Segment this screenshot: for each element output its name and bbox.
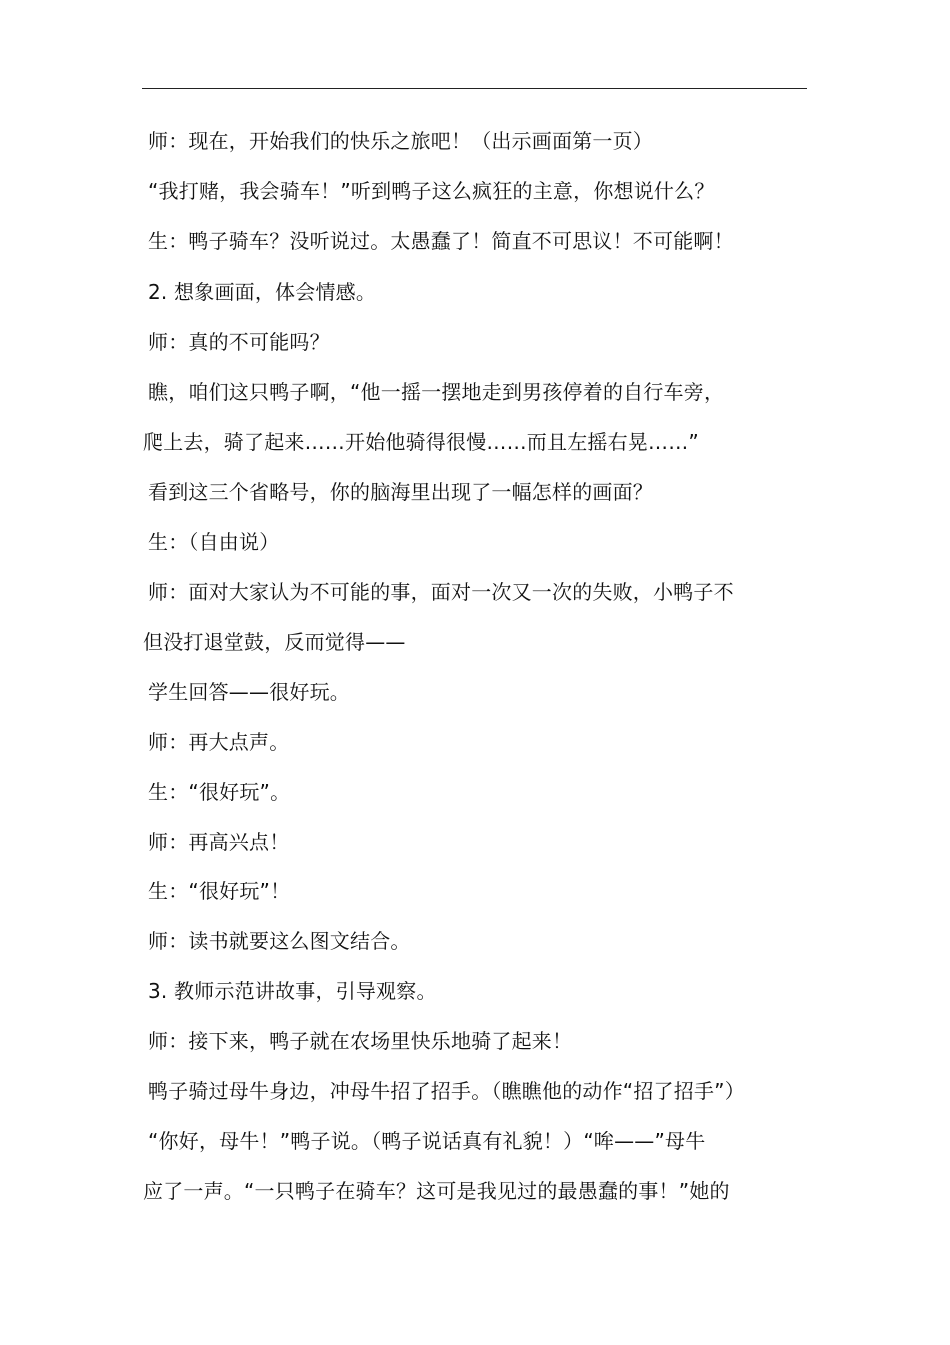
text-line: 瞧，咱们这只鸭子啊，“他一摇一摆地走到男孩停着的自行车旁， (148, 380, 725, 404)
text-line: 生：（自由说） (148, 530, 280, 554)
text-line: 师：现在，开始我们的快乐之旅吧！（出示画面第一页） (148, 129, 653, 153)
text-line: 应了一声。“一只鸭子在骑车？这可是我见过的最愚蠢的事！”她的 (143, 1179, 730, 1203)
text-line: 鸭子骑过母牛身边，冲母牛招了招手。（瞧瞧他的动作“招了招手”） (148, 1079, 745, 1103)
text-line: 师：接下来，鸭子就在农场里快乐地骑了起来！ (148, 1029, 573, 1053)
text-line: 师：真的不可能吗？ (148, 330, 330, 354)
text-line: “你好，母牛！”鸭子说。（鸭子说话真有礼貌！）“哞——”母牛 (148, 1129, 706, 1153)
text-line: 师：面对大家认为不可能的事，面对一次又一次的失败，小鸭子不 (148, 580, 734, 604)
text-line: 师：再高兴点！ (148, 830, 290, 854)
text-line: 师：再大点声。 (148, 730, 290, 754)
text-line: 但没打退堂鼓，反而觉得—— (143, 630, 406, 654)
text-line: 生：“很好玩”！ (148, 879, 291, 903)
text-line: 看到这三个省略号，你的脑海里出现了一幅怎样的画面？ (148, 480, 653, 504)
text-line: 生：鸭子骑车？没听说过。太愚蠢了！简直不可思议！不可能啊！ (148, 229, 734, 253)
text-line: 生：“很好玩”。 (148, 780, 291, 804)
text-line: “我打赌，我会骑车！”听到鸭子这么疯狂的主意，你想说什么？ (148, 179, 715, 203)
text-line: 爬上去，骑了起来……开始他骑得很慢……而且左摇右晃……” (143, 430, 699, 454)
text-line: 师：读书就要这么图文结合。 (148, 929, 411, 953)
section-heading: 3. 教师示范讲故事，引导观察。 (148, 979, 437, 1003)
text-line: 学生回答——很好玩。 (148, 680, 350, 704)
section-heading: 2. 想象画面，体会情感。 (148, 280, 377, 304)
